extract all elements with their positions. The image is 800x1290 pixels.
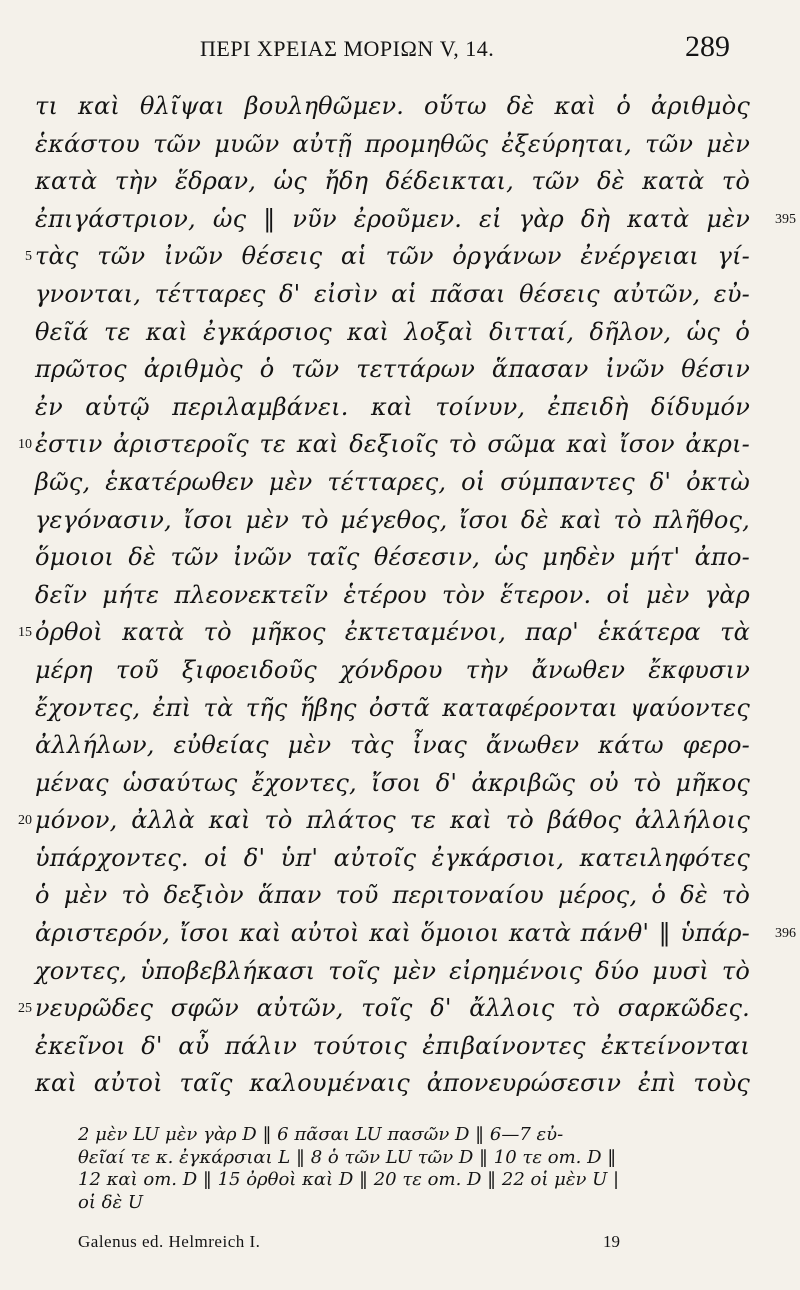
text-line: [0, 126, 800, 164]
line-text: μόνον, ἀλλὰ καὶ τὸ πλάτος τε καὶ τὸ βάθος ἀλλήλοις: [35, 806, 750, 835]
signature-number: 19: [603, 1232, 620, 1251]
text-line: [0, 727, 800, 765]
line-text: ἐστιν ἀριστεροῖς τε καὶ δεξιοῖς τὸ σῶμα καὶ ἴσον ἀκρι-: [35, 430, 750, 459]
line-text: τὰς τῶν ἰνῶν θέσεις αἱ τῶν ὀργάνων ἐνέργειαι γί-: [35, 242, 750, 271]
line-text: μένας ὡσαύτως ἔχοντες, ἴσοι δ' ἀκριβῶς οὐ τὸ μῆκος: [35, 768, 750, 797]
line-text: ἐπιγάστριον, ὡς ‖ νῦν ἐροῦμεν. εἰ γὰρ δὴ κατὰ μὲν: [35, 204, 750, 233]
margin-page-ref: 396: [775, 926, 796, 942]
text-line: [0, 314, 800, 352]
text-line: [0, 238, 800, 276]
text-line: [0, 577, 800, 615]
critical-apparatus: [78, 1124, 740, 1214]
line-text: δεῖν μήτε πλεονεκτεῖν ἑτέρου τὸν ἕτερον. οἱ μὲν γὰρ: [35, 580, 750, 609]
text-line: [0, 840, 800, 878]
margin-page-ref: 395: [775, 211, 796, 227]
line-text: ἀριστερόν, ἴσοι καὶ αὐτοὶ καὶ ὅμοιοι κατὰ πάνθ' ‖ ὑπάρ-: [35, 919, 750, 948]
apparatus-line: οἱ δὲ U: [78, 1191, 144, 1213]
line-number: 15: [18, 625, 32, 641]
line-text: μέρη τοῦ ξιφοειδοῦς χόνδρου τὴν ἄνωθεν ἔκφυσιν: [35, 655, 750, 684]
line-number: 5: [25, 249, 32, 265]
line-text: ὀρθοὶ κατὰ τὸ μῆκος ἐκτεταμένοι, παρ' ἑκάτερα τὰ: [35, 618, 750, 647]
line-text: ἐν αὑτῷ περιλαμβάνει. καὶ τοίνυν, ἐπειδὴ δίδυμόν: [35, 392, 750, 421]
line-text: γεγόνασιν, ἴσοι μὲν τὸ μέγεθος, ἴσοι δὲ καὶ τὸ πλῆθος,: [35, 505, 750, 534]
text-line: [0, 1028, 800, 1066]
apparatus-line: θεῖαί τε κ. ἐγκάρσιαι L ‖ 8 ὁ τῶν LU τῶν D ‖ 10 τε om. D ‖: [78, 1146, 617, 1168]
line-text: καὶ αὐτοὶ ταῖς καλουμέναις ἀπονευρώσεσιν ἐπὶ τοὺς: [35, 1069, 750, 1098]
apparatus-line: 12 καὶ om. D ‖ 15 ὀρθοὶ καὶ D ‖ 20 τε om. D ‖ 22 οἱ μὲν U |: [78, 1169, 620, 1190]
text-line: [0, 201, 800, 239]
main-text: [0, 88, 800, 1103]
line-number: 20: [18, 813, 32, 829]
line-text: χοντες, ὑποβεβλήκασι τοῖς μὲν εἰρημένοις δύο μυσὶ τὸ: [35, 956, 750, 985]
text-line: [0, 88, 800, 126]
line-text: βῶς, ἑκατέρωθεν μὲν τέτταρες, οἱ σύμπαντες δ' ὀκτὼ: [35, 467, 750, 496]
signature-mark: Galenus ed. Helmreich I.: [78, 1232, 261, 1251]
text-line: [0, 502, 800, 540]
text-line: [0, 652, 800, 690]
line-text: ὅμοιοι δὲ τῶν ἰνῶν ταῖς θέσεσιν, ὡς μηδὲν μήτ' ἀπο-: [35, 543, 750, 572]
line-text: ἔχοντες, ἐπὶ τὰ τῆς ἥβης ὀστᾶ καταφέρονται ψαύοντες: [35, 693, 750, 722]
line-text: ὑπάρχοντες. οἱ δ' ὑπ' αὐτοῖς ἐγκάρσιοι, κατειληφότες: [35, 843, 750, 872]
line-text: γνονται, τέτταρες δ' εἰσὶν αἱ πᾶσαι θέσεις αὐτῶν, εὐ-: [35, 279, 750, 308]
line-text: πρῶτος ἀριθμὸς ὁ τῶν τεττάρων ἅπασαν ἰνῶν θέσιν: [35, 355, 750, 384]
line-number: 25: [18, 1001, 32, 1017]
line-number: 10: [18, 437, 32, 453]
line-text: ἀλλήλων, εὐθείας μὲν τὰς ἶνας ἄνωθεν κάτω φερο-: [35, 731, 750, 760]
text-line: [0, 163, 800, 201]
page-number: 289: [685, 30, 730, 63]
text-line: [0, 276, 800, 314]
text-line: [0, 765, 800, 803]
page-footer: [78, 1232, 740, 1252]
text-line: [0, 389, 800, 427]
line-text: νευρῶδες σφῶν αὐτῶν, τοῖς δ' ἄλλοις τὸ σαρκῶδες.: [35, 994, 750, 1023]
line-text: ἑκάστου τῶν μυῶν αὐτῇ προμηθῶς ἐξεύρηται, τῶν μὲν: [35, 129, 750, 158]
apparatus-line: 2 μὲν LU μὲν γὰρ D ‖ 6 πᾶσαι LU πασῶν D ‖ 6—7 εὐ-: [78, 1124, 564, 1145]
line-text: τι καὶ θλῖψαι βουληθῶμεν. οὕτω δὲ καὶ ὁ ἀριθμὸς: [35, 92, 750, 120]
text-line: [0, 351, 800, 389]
page-header: [200, 30, 730, 70]
text-line: [0, 539, 800, 577]
text-line: [0, 464, 800, 502]
running-title: ΠΕΡΙ ΧΡΕΙΑΣ ΜΟΡΙΩΝ V, 14.: [200, 36, 495, 61]
text-line: [0, 877, 800, 915]
line-text: κατὰ τὴν ἕδραν, ὡς ἤδη δέδεικται, τῶν δὲ κατὰ τὸ: [35, 167, 750, 196]
text-line: [0, 802, 800, 840]
text-line: [0, 426, 800, 464]
text-line: [0, 690, 800, 728]
line-text: ὁ μὲν τὸ δεξιὸν ἅπαν τοῦ περιτοναίου μέρος, ὁ δὲ τὸ: [35, 881, 750, 910]
line-text: ἐκεῖνοι δ' αὖ πάλιν τούτοις ἐπιβαίνοντες ἐκτείνονται: [35, 1031, 750, 1060]
text-line: [0, 990, 800, 1028]
text-line: [0, 953, 800, 991]
text-line: [0, 915, 800, 953]
text-line: [0, 614, 800, 652]
text-line: [0, 1065, 800, 1103]
line-text: θεῖά τε καὶ ἐγκάρσιος καὶ λοξαὶ διτταί, δῆλον, ὡς ὁ: [35, 317, 750, 346]
